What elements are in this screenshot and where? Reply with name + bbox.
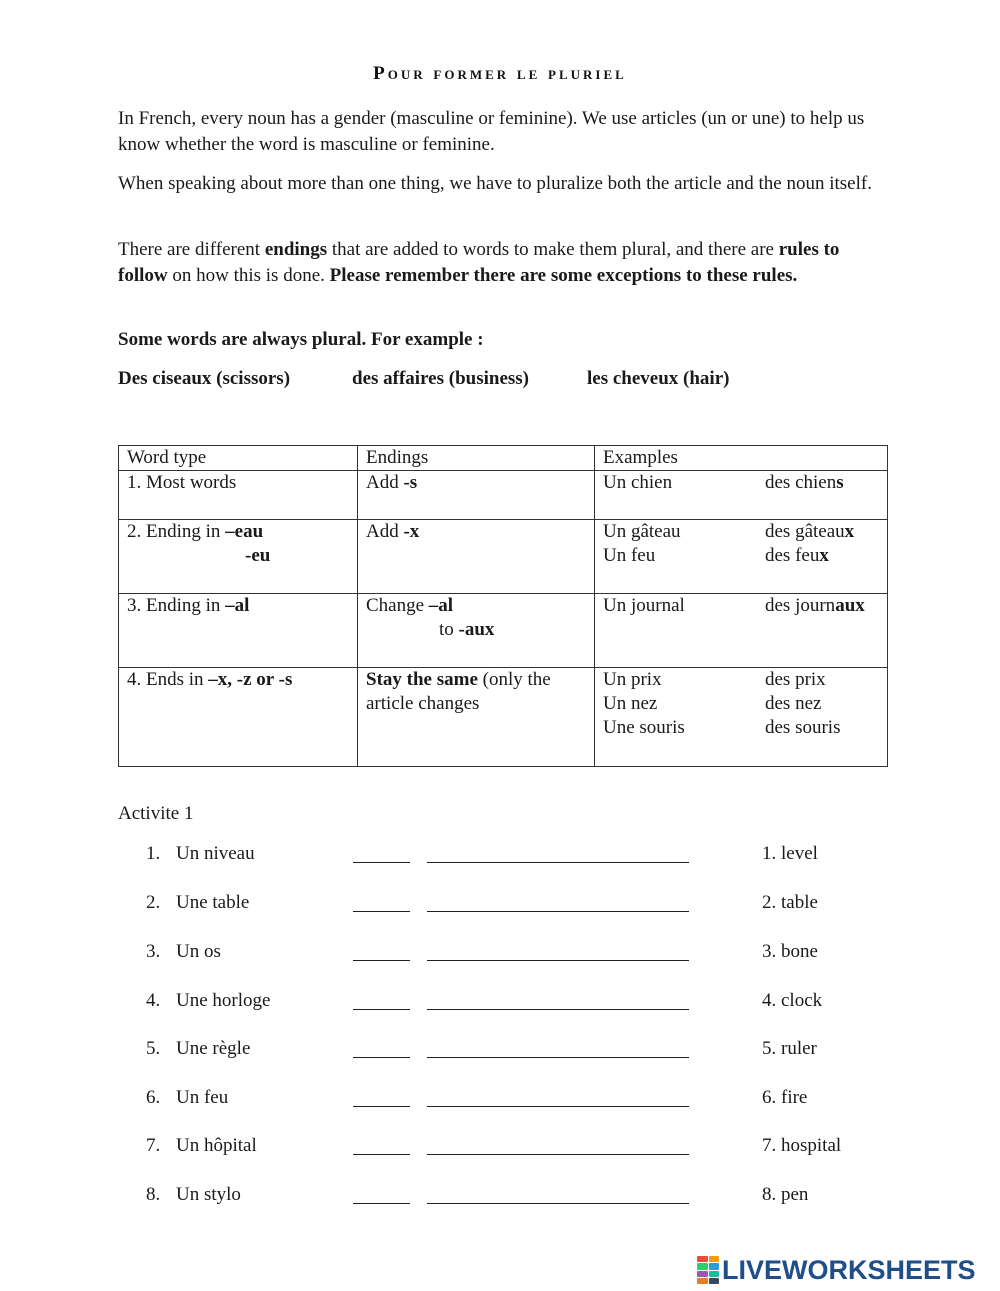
item-translation: 8. pen — [762, 1184, 809, 1205]
word-type-cell — [119, 594, 358, 668]
table-header-row — [119, 446, 888, 471]
word-type-cell — [119, 520, 358, 594]
word-type-cell — [119, 668, 358, 767]
example-ciseaux: Des ciseaux (scissors) — [118, 368, 291, 389]
item-number: 3. — [146, 941, 161, 962]
text-run-bold: Stay the same — [366, 669, 478, 690]
activity-item — [0, 1135, 1000, 1161]
activity-item — [0, 1184, 1000, 1210]
activity-item — [0, 843, 1000, 869]
text-run-bold: -eu — [245, 545, 271, 566]
plural — [765, 594, 865, 618]
text-run-bold: -x — [403, 521, 420, 542]
activity-title: Activite 1 — [118, 803, 194, 824]
item-translation: 6. fire — [762, 1087, 808, 1108]
plural-answer-blank[interactable] — [427, 1009, 689, 1010]
text-run: 4. Ends in — [127, 669, 209, 690]
example-pair — [603, 520, 879, 544]
example-pair — [603, 544, 879, 568]
article-answer-blank[interactable] — [353, 862, 410, 863]
singular: Un chien — [603, 472, 673, 493]
text-run: 1. Most words — [127, 472, 237, 493]
activity-item — [0, 941, 1000, 967]
text-run-bold: x — [819, 545, 829, 566]
plural-answer-blank[interactable] — [427, 960, 689, 961]
text-run-bold: -s — [403, 472, 418, 493]
singular: Un nez — [603, 693, 658, 714]
plural: des nez — [765, 693, 822, 714]
page-title: Pour former le pluriel — [373, 63, 627, 84]
article-answer-blank[interactable] — [353, 1154, 410, 1155]
endings-cell — [358, 520, 595, 594]
logo-block — [697, 1278, 708, 1284]
text-run: to — [439, 619, 459, 640]
activity-item — [0, 990, 1000, 1016]
example-pair — [603, 471, 879, 495]
article-answer-blank[interactable] — [353, 1009, 410, 1010]
header-word-type: Word type — [119, 446, 358, 471]
text-run: 3. Ending in — [127, 595, 226, 616]
examples-cell — [595, 471, 888, 520]
example-pair — [603, 668, 879, 692]
table-row — [119, 520, 888, 594]
text-run-bold: s — [836, 472, 844, 493]
liveworksheets-logo-icon — [697, 1256, 719, 1284]
text-run-bold: rules to follow — [118, 239, 840, 286]
logo-block — [709, 1263, 720, 1269]
item-word: Un os — [176, 941, 221, 962]
example-pair — [603, 716, 879, 740]
text-run-bold: –al — [225, 595, 250, 616]
logo-block — [709, 1256, 720, 1262]
text-run: des gâteau — [765, 521, 845, 542]
text-run-bold: -aux — [458, 619, 495, 640]
endings-cell — [358, 594, 595, 668]
text-run: There are different — [118, 239, 265, 260]
item-word: Un niveau — [176, 843, 255, 864]
logo-text: LIVEWORKSHEETS — [722, 1254, 976, 1285]
plural-answer-blank[interactable] — [427, 1203, 689, 1204]
text-run-bold: aux — [835, 595, 865, 616]
logo-block — [709, 1271, 720, 1277]
text-run: (only the article changes — [366, 669, 551, 714]
table-row — [119, 594, 888, 668]
always-plural-heading: Some words are always plural. For example : — [118, 329, 484, 350]
table-row — [119, 471, 888, 520]
item-translation: 7. hospital — [762, 1135, 842, 1156]
logo-block — [697, 1271, 708, 1277]
liveworksheets-logo[interactable] — [697, 1253, 976, 1287]
item-word: Un hôpital — [176, 1135, 257, 1156]
item-number: 8. — [146, 1184, 161, 1205]
intro-paragraph-pluralize: When speaking about more than one thing, we have to pluralize both the article and the noun itself. — [118, 173, 872, 194]
text-run-bold: –x, -z or -s — [208, 669, 293, 690]
item-number: 2. — [146, 892, 161, 913]
activity-item — [0, 892, 1000, 918]
item-translation: 4. clock — [762, 990, 823, 1011]
item-word: Un feu — [176, 1087, 229, 1108]
singular: Un feu — [603, 545, 656, 566]
text-run-bold: Please remember there are some exceptions to these rules. — [329, 265, 798, 286]
table-row — [119, 668, 888, 767]
text-run: des journ — [765, 595, 836, 616]
singular: Un journal — [603, 595, 685, 616]
item-word: Une table — [176, 892, 250, 913]
singular: Un gâteau — [603, 521, 681, 542]
article-answer-blank[interactable] — [353, 960, 410, 961]
intro-paragraph-endings — [118, 237, 888, 289]
plural: des souris — [765, 717, 841, 738]
item-word: Une règle — [176, 1038, 251, 1059]
item-number: 4. — [146, 990, 161, 1011]
activity-item — [0, 1087, 1000, 1113]
item-word: Une horloge — [176, 990, 271, 1011]
word-type-cell — [119, 471, 358, 520]
logo-block — [697, 1256, 708, 1262]
examples-cell — [595, 520, 888, 594]
article-answer-blank[interactable] — [353, 911, 410, 912]
item-translation: 2. table — [762, 892, 818, 913]
text-run-bold: –eau — [225, 521, 264, 542]
plural — [765, 520, 854, 544]
text-run: on how this is done. — [167, 265, 330, 286]
text-run: Add — [366, 521, 404, 542]
endings-cell — [358, 668, 595, 767]
example-cheveux: les cheveux (hair) — [587, 368, 730, 389]
text-run: Add — [366, 472, 404, 493]
plural-answer-blank[interactable] — [427, 1106, 689, 1107]
text-run: that are added to words to make them plural, and there are — [327, 239, 779, 260]
header-examples: Examples — [595, 446, 888, 471]
plural-answer-blank[interactable] — [427, 1057, 689, 1058]
item-translation: 3. bone — [762, 941, 818, 962]
plural: des prix — [765, 669, 826, 690]
article-answer-blank[interactable] — [353, 1203, 410, 1204]
plural-rules-table — [118, 445, 888, 767]
text-run-bold: endings — [264, 239, 328, 260]
item-number: 5. — [146, 1038, 161, 1059]
logo-block — [709, 1278, 720, 1284]
item-word: Un stylo — [176, 1184, 241, 1205]
item-number: 6. — [146, 1087, 161, 1108]
text-run: Change — [366, 595, 429, 616]
singular: Un prix — [603, 669, 662, 690]
article-answer-blank[interactable] — [353, 1106, 410, 1107]
example-pair — [603, 594, 879, 618]
text-run: des chien — [765, 472, 837, 493]
article-answer-blank[interactable] — [353, 1057, 410, 1058]
plural-answer-blank[interactable] — [427, 1154, 689, 1155]
intro-paragraph-gender: In French, every noun has a gender (masculine or feminine). We use articles (un or une) to help us know whether the word is masculine or feminine. — [118, 108, 865, 155]
header-endings: Endings — [358, 446, 595, 471]
item-number: 1. — [146, 843, 161, 864]
activity-item — [0, 1038, 1000, 1064]
text-run-bold: x — [844, 521, 855, 542]
text-run-bold: –al — [428, 595, 454, 616]
endings-cell — [358, 471, 595, 520]
plural-answer-blank[interactable] — [427, 862, 689, 863]
logo-block — [697, 1263, 708, 1269]
plural-answer-blank[interactable] — [427, 911, 689, 912]
examples-cell — [595, 594, 888, 668]
item-translation: 5. ruler — [762, 1038, 817, 1059]
plural — [765, 544, 829, 568]
text-run: 2. Ending in — [127, 521, 226, 542]
item-number: 7. — [146, 1135, 161, 1156]
example-pair — [603, 692, 879, 716]
item-translation: 1. level — [762, 843, 818, 864]
text-run: des feu — [765, 545, 820, 566]
plural — [765, 471, 844, 495]
example-affaires: des affaires (business) — [352, 368, 529, 389]
singular: Une souris — [603, 717, 685, 738]
examples-cell — [595, 668, 888, 767]
